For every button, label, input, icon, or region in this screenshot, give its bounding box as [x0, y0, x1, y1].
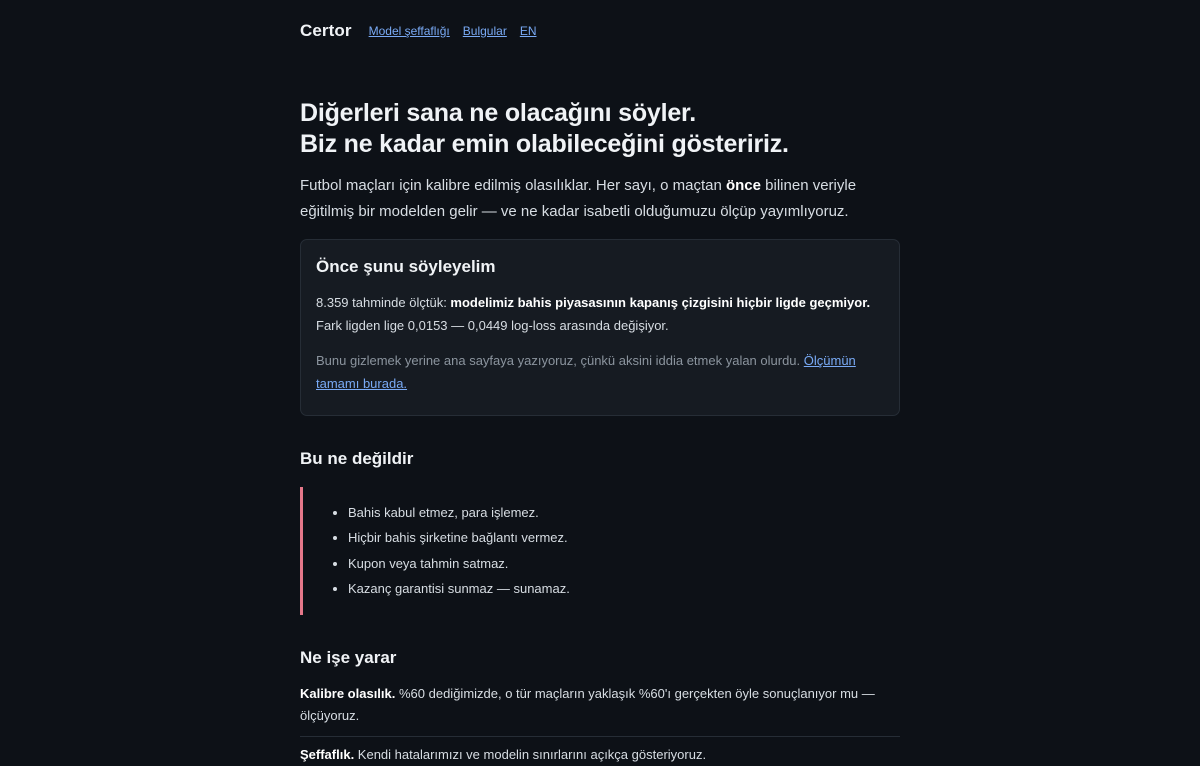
intro-paragraph — [300, 173, 900, 225]
callout-finding-bold: modelimiz bahis piyasasının kapanış çizgisini hiçbir ligde geçmiyor. — [450, 295, 871, 310]
nav-link-findings[interactable]: Bulgular — [462, 24, 507, 38]
feature-calibrated-probability — [300, 683, 900, 737]
disclosure-callout — [300, 239, 900, 416]
intro-text-end: bilinen veriyle eğitilmiş bir modelden gelir — ve ne kadar isabetli olduğumuzu ölçüp yayımlıyoruz. — [300, 177, 857, 220]
page — [300, 0, 900, 766]
feature-title: Şeffaflık. — [300, 747, 355, 763]
hero-title-line-2: Biz ne kadar emin olabileceğini gösteririz. — [300, 130, 789, 158]
feature-transparency — [300, 744, 900, 766]
hero-title — [300, 98, 900, 160]
intro-text-start: Futbol maçları için kalibre edilmiş olasılıklar. Her sayı, o maçtan — [300, 177, 726, 194]
feature-text: %60 dediğimizde, o tür maçların yaklaşık %60'ı gerçekten öyle sonuçlanıyor mu — ölçüyoruz. — [300, 686, 875, 724]
callout-title: Önce şunu söyleyelim — [316, 257, 496, 276]
what-it-does-heading: Ne işe yarar — [300, 648, 397, 668]
nav-link-language-en[interactable]: EN — [519, 24, 537, 38]
list-item: • Bahis kabul etmez, para işlemez. — [348, 500, 900, 525]
full-measurement-link[interactable]: Ölçümün tamamı burada. — [316, 353, 856, 391]
list-item: • Kupon veya tahmin satmaz. — [348, 551, 900, 576]
what-it-is-not-list — [300, 487, 900, 615]
top-nav — [300, 18, 900, 44]
feature-text: Kendi hatalarımızı ve modelin sınırlarını açıkça gösteriyoruz. — [354, 747, 707, 763]
intro-emphasis: önce — [725, 177, 761, 194]
callout-note — [316, 349, 884, 395]
brand-logo[interactable]: Certor — [300, 21, 352, 40]
nav-link-model-transparency[interactable]: Model şeffaflığı — [368, 24, 450, 38]
callout-finding-end: Fark ligden lige 0,0153 — 0,0449 log-loss arasında değişiyor. — [316, 318, 669, 333]
callout-finding — [316, 291, 884, 337]
what-it-is-not-heading: Bu ne değildir — [300, 449, 414, 468]
list-item: • Hiçbir bahis şirketine bağlantı vermez. — [348, 525, 900, 550]
list-item: • Kazanç garantisi sunmaz — sunamaz. — [348, 576, 900, 601]
callout-finding-start: 8.359 tahminde ölçtük: — [316, 295, 451, 310]
hero-title-line-1: Diğerleri sana ne olacağını söyler. — [300, 99, 696, 127]
feature-title: Kalibre olasılık. — [300, 686, 396, 702]
callout-note-text: Bunu gizlemek yerine ana sayfaya yazıyoruz, çünkü aksini iddia etmek yalan olurdu. — [316, 353, 804, 368]
